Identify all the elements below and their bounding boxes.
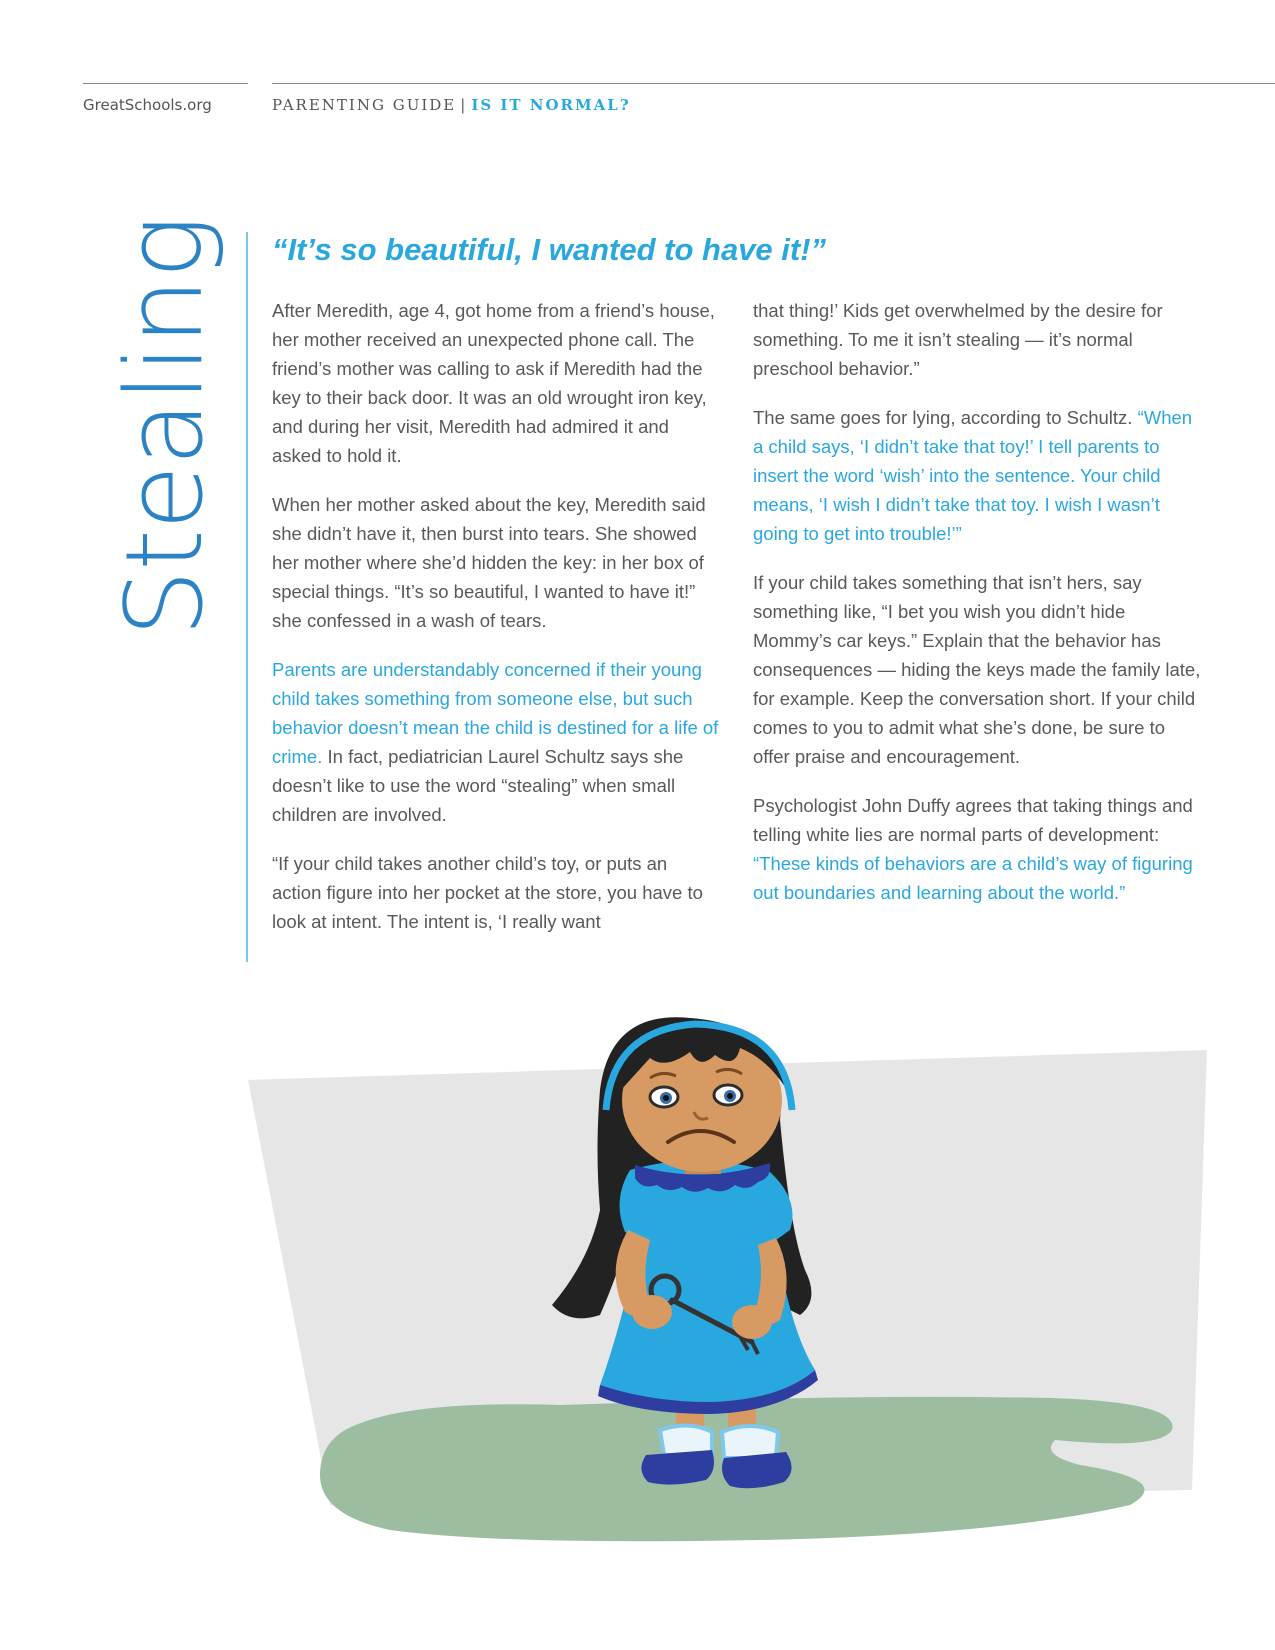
site-name[interactable]: GreatSchools.org bbox=[83, 96, 212, 114]
paragraph bbox=[272, 655, 720, 829]
paragraph: After Meredith, age 4, got home from a friend’s house, her mother received an unexpected phone call. The friend’s mother was calling to ask if Meredith had the key to their back door. It was an old wrought iron key, and during her visit, Meredith had admired it and asked to hold it. bbox=[272, 300, 715, 466]
guide-separator: | bbox=[460, 96, 468, 114]
paragraph-text: The same goes for lying, according to Schultz. bbox=[753, 407, 1138, 428]
header-rule-right bbox=[272, 83, 1275, 84]
article-column-left bbox=[272, 296, 720, 956]
paragraph bbox=[753, 403, 1201, 548]
hand-right bbox=[732, 1305, 772, 1339]
guide-label bbox=[272, 96, 631, 114]
header-rule-left bbox=[83, 83, 248, 84]
highlight-text: Parents are understandably concerned if their young child takes something from someone else, but such behavior doesn’t mean the child is destined for a life of crime. bbox=[272, 659, 719, 767]
section-title: Stealing bbox=[103, 216, 226, 637]
sock-left bbox=[660, 1425, 712, 1455]
paragraph bbox=[753, 791, 1201, 907]
article-column-right bbox=[753, 296, 1201, 927]
guide-title: PARENTING GUIDE bbox=[272, 96, 457, 114]
highlight-text: “When a child says, ‘I didn’t take that toy!’ I tell parents to insert the word ‘wish’ into the sentence. Your child means, ‘I wish I didn’t take that toy. I wish I wasn’t going to get into trouble!’” bbox=[753, 407, 1193, 544]
headline-quote: “It’s so beautiful, I wanted to have it!” bbox=[272, 232, 827, 267]
paragraph: “If your child takes another child’s toy, or puts an action figure into her pocket at the store, you have to look at intent. The intent is, ‘I really want bbox=[272, 853, 703, 932]
section-divider bbox=[246, 232, 248, 962]
paragraph: that thing!’ Kids get overwhelmed by the desire for something. To me it isn’t stealing — it’s normal preschool behavior.” bbox=[753, 300, 1163, 379]
hand-left bbox=[632, 1295, 672, 1329]
paragraph-text: In fact, pediatrician Laurel Schultz says she doesn’t like to use the word “stealing” when small children are involved. bbox=[272, 746, 684, 825]
sock-right bbox=[722, 1426, 778, 1458]
paragraph: If your child takes something that isn’t hers, say something like, “I bet you wish you didn’t hide Mommy’s car keys.” Explain that the behavior has consequences — hiding the keys made the family late, for example. Keep the conversation short. If your child comes to you to admit what she’s done, be sure to offer praise and encouragement. bbox=[753, 572, 1201, 767]
shoe-right bbox=[722, 1452, 792, 1488]
guide-topic: IS IT NORMAL? bbox=[471, 96, 631, 114]
girl-with-key-illustration bbox=[0, 1000, 1275, 1560]
shoe-left bbox=[641, 1450, 714, 1485]
highlight-text: “These kinds of behaviors are a child’s way of figuring out boundaries and learning about the world.” bbox=[753, 853, 1193, 903]
paragraph-text: Psychologist John Duffy agrees that taking things and telling white lies are normal parts of development: bbox=[753, 795, 1193, 845]
paragraph: When her mother asked about the key, Meredith said she didn’t have it, then burst into tears. She showed her mother where she’d hidden the key: in her box of special things. “It’s so beautiful, I wanted to have it!” she confessed in a wash of tears. bbox=[272, 494, 706, 631]
